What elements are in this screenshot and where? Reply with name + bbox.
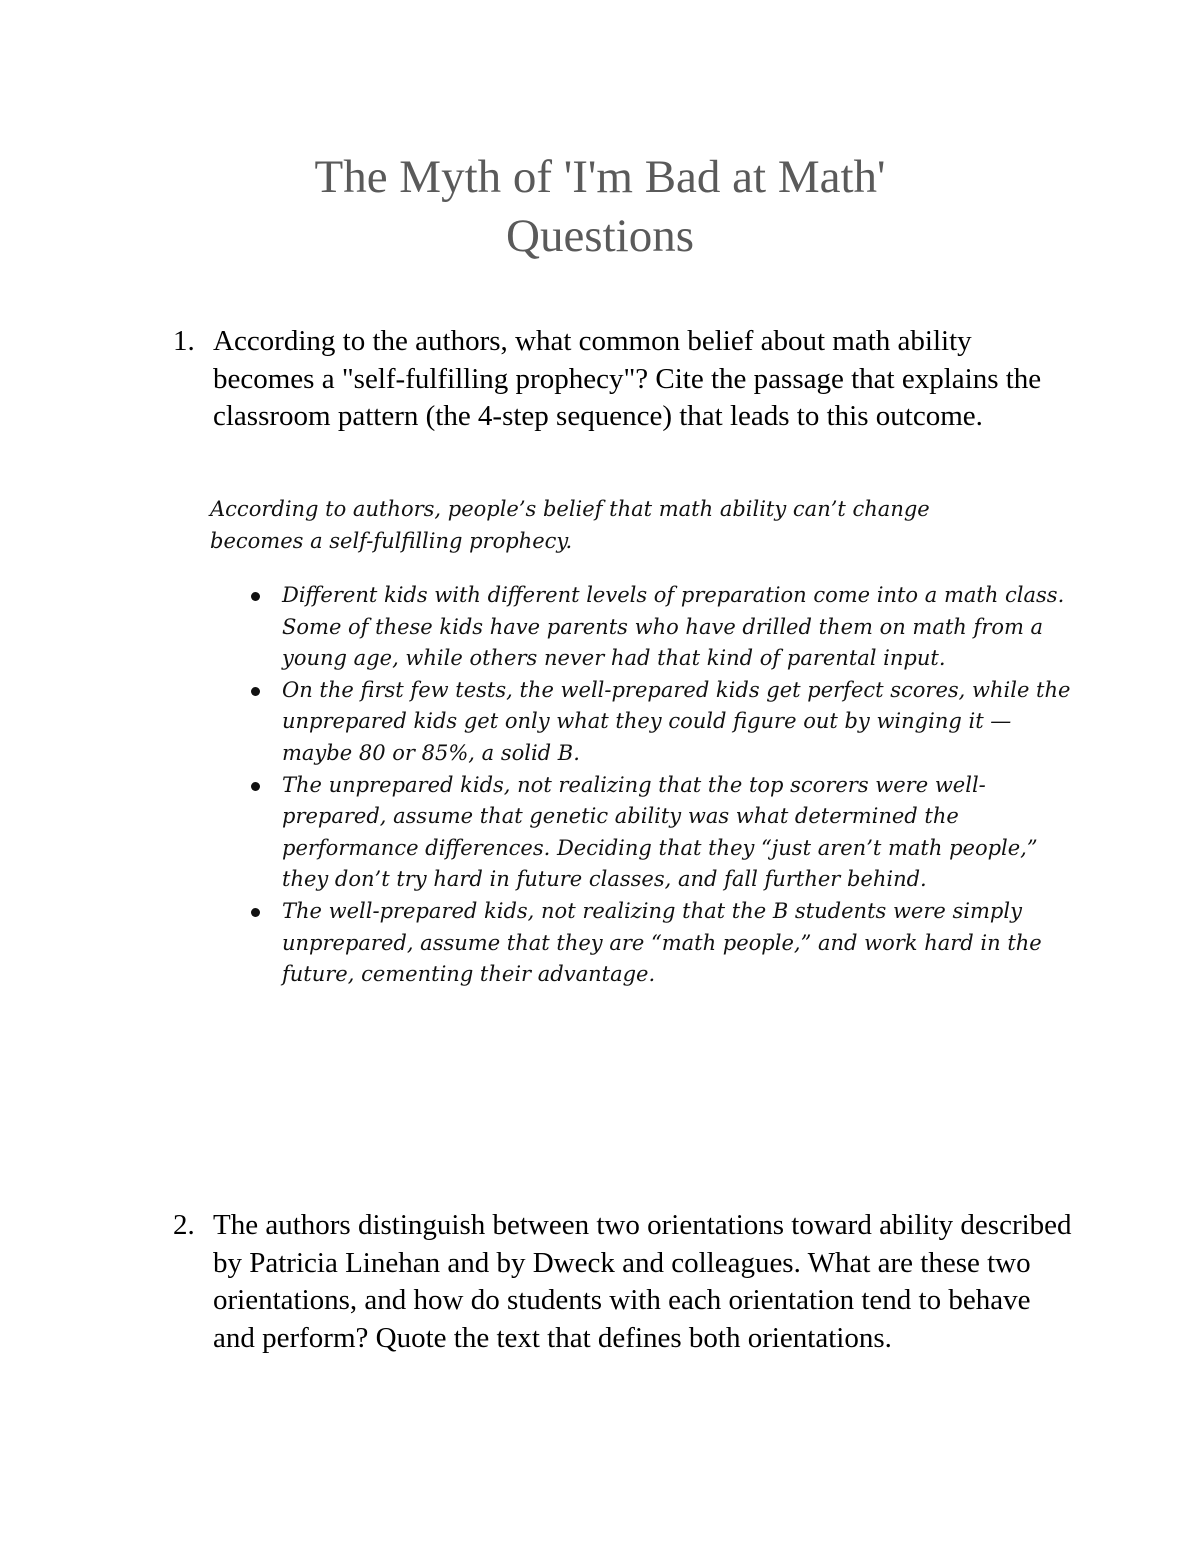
bullet-text: The unprepared kids, not realizing that the top scorers were well-prepared, assume that genetic ability was what determined the performance differences. Deciding that they “just aren’t math people,” they don’t try hard in future classes, and fall further behind. xyxy=(282,772,1038,892)
question-1 xyxy=(173,323,1073,436)
list-item xyxy=(282,896,1072,991)
page-title xyxy=(0,148,1200,266)
bullet-icon xyxy=(251,592,260,601)
answer-1-bullet-list xyxy=(282,580,1072,991)
question-2-number: 2. xyxy=(173,1209,195,1241)
bullet-icon xyxy=(251,908,260,917)
question-1-number: 1. xyxy=(173,325,195,357)
question-1-text: According to the authors, what common belief about math ability becomes a "self-fulfilling prophecy"? Cite the passage that explains the classroom pattern (the 4-step sequence) that leads to this outcome. xyxy=(213,325,1042,432)
page-title-line-1: The Myth of 'I'm Bad at Math' xyxy=(314,151,886,203)
bullet-text: Different kids with different levels of preparation come into a math class. Some of these kids have parents who have drilled them on math from a young age, while others never had that kind of parental input. xyxy=(282,583,1065,671)
bullet-icon xyxy=(251,782,260,791)
bullet-icon xyxy=(251,687,260,696)
list-item xyxy=(282,770,1072,896)
list-item xyxy=(282,580,1072,675)
question-2-text: The authors distinguish between two orientations toward ability described by Patricia Linehan and by Dweck and colleagues. What are these two orientations, and how do students with each orientation tend to behave and perform? Quote the text that defines both orientations. xyxy=(213,1209,1072,1354)
bullet-text: The well-prepared kids, not realizing that the B students were simply unprepared, assume that they are “math people,” and work hard in the future, cementing their advantage. xyxy=(282,898,1042,987)
answer-1-intro: According to authors, people’s belief that math ability can’t change becomes a self-fulfilling prophecy. xyxy=(210,497,930,553)
question-2 xyxy=(173,1207,1073,1357)
page-title-line-2: Questions xyxy=(506,210,694,262)
bullet-text: On the first few tests, the well-prepared kids get perfect scores, while the unprepared kids get only what they could figure out by winging it —maybe 80 or 85%, a solid B. xyxy=(282,677,1071,765)
list-item xyxy=(282,675,1072,770)
